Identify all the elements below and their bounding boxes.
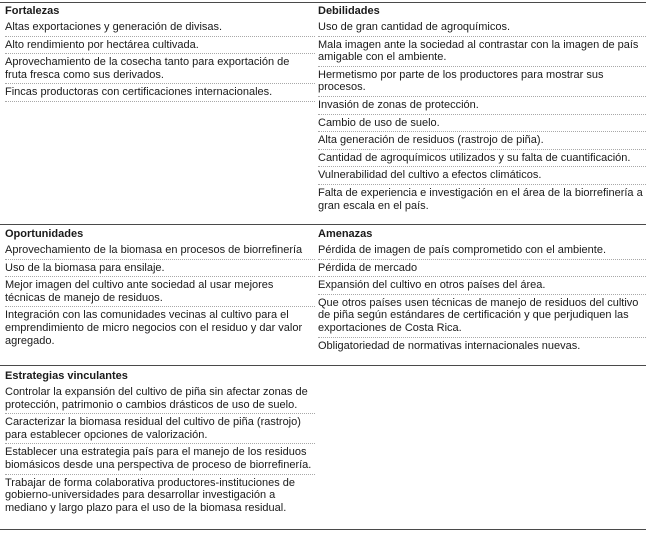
debilidades-heading: Debilidades <box>318 5 380 17</box>
list-item: Obligatoriedad de normativas internacionales nuevas. <box>318 339 581 352</box>
oportunidades-heading: Oportunidades <box>5 228 84 240</box>
list-item: Cantidad de agroquímicos utilizados y su falta de cuantificación. <box>318 150 646 168</box>
top-rule <box>0 2 646 3</box>
list-item: Alto rendimiento por hectárea cultivada. <box>5 37 315 55</box>
list-item: Falta de experiencia e investigación en el área de la biorrefinería a gran escala en el país. <box>318 186 643 212</box>
fortalezas-heading: Fortalezas <box>5 5 60 17</box>
amenazas-column <box>318 228 646 355</box>
estrategias-heading: Estrategias vinculantes <box>5 370 128 382</box>
list-item: Vulnerabilidad del cultivo a efectos climáticos. <box>318 167 646 185</box>
list-item: Que otros países usen técnicas de manejo de residuos del cultivo de piña según estándares de certificación y que perjudiquen las exportaciones de Costa Rica. <box>318 295 646 338</box>
estrategias-column <box>5 370 315 517</box>
list-item: Fincas productoras con certificaciones internacionales. <box>5 84 315 102</box>
oportunidades-column <box>5 228 315 350</box>
list-item: Pérdida de mercado <box>318 260 646 278</box>
list-item: Controlar la expansión del cultivo de piña sin afectar zonas de protección, patrimonio o cambios drásticos de uso de suelo. <box>5 384 315 414</box>
list-item: Invasión de zonas de protección. <box>318 97 646 115</box>
section-rule <box>0 365 646 366</box>
list-item: Mejor imagen del cultivo ante sociedad al usar mejores técnicas de manejo de residuos. <box>5 277 315 307</box>
list-item: Uso de la biomasa para ensilaje. <box>5 260 315 278</box>
list-item: Caracterizar la biomasa residual del cultivo de piña (rastrojo) para establecer opciones de valorización. <box>5 414 315 444</box>
list-item: Aprovechamiento de la biomasa en procesos de biorrefinería <box>5 242 315 260</box>
list-item: Cambio de uso de suelo. <box>318 115 646 133</box>
list-item: Trabajar de forma colaborativa productores-instituciones de gobierno-universidades para desarrollar investigación a mediano y largo plazo para el uso de la biomasa residual. <box>5 476 296 514</box>
list-item: Altas exportaciones y generación de divisas. <box>5 19 315 37</box>
debilidades-column <box>318 5 646 215</box>
list-item: Hermetismo por parte de los productores para mostrar sus procesos. <box>318 67 646 97</box>
list-item: Mala imagen ante la sociedad al contrastar con la imagen de país amigable con el ambiente. <box>318 37 646 67</box>
list-item: Integración con las comunidades vecinas al cultivo para el emprendimiento de micro negocios con el residuo y dar valor agregado. <box>5 309 303 347</box>
list-item: Uso de gran cantidad de agroquímicos. <box>318 19 646 37</box>
list-item: Alta generación de residuos (rastrojo de piña). <box>318 132 646 150</box>
bottom-rule <box>0 529 646 530</box>
list-item: Establecer una estrategia país para el manejo de los residuos biomásicos desde una perspectiva de proceso de biorrefinería. <box>5 444 315 474</box>
list-item: Pérdida de imagen de país comprometido con el ambiente. <box>318 242 646 260</box>
amenazas-heading: Amenazas <box>318 228 373 240</box>
fortalezas-column <box>5 5 315 102</box>
section-rule <box>0 224 646 225</box>
list-item: Aprovechamiento de la cosecha tanto para exportación de fruta fresca como sus derivados. <box>5 54 315 84</box>
list-item: Expansión del cultivo en otros países del área. <box>318 277 646 295</box>
